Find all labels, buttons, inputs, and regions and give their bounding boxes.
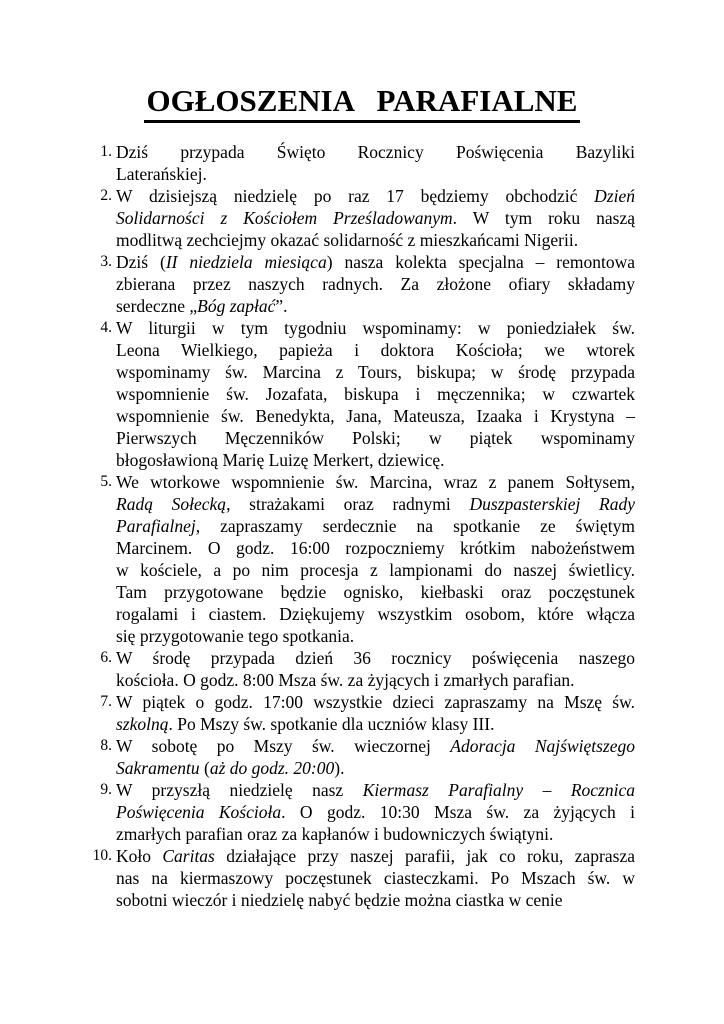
item-body bbox=[116, 691, 635, 735]
document-title: OGŁOSZENIA PARAFIALNE bbox=[144, 84, 581, 123]
announcement-item bbox=[89, 691, 635, 735]
item-number: 6. bbox=[100, 648, 112, 666]
text-line bbox=[116, 405, 635, 427]
text-line bbox=[116, 647, 635, 669]
text-line bbox=[116, 251, 635, 273]
item-number: 9. bbox=[100, 780, 112, 798]
text-line bbox=[116, 295, 635, 317]
item-number: 4. bbox=[100, 318, 112, 336]
text-segment: ( bbox=[199, 757, 210, 778]
text-line bbox=[116, 273, 635, 295]
text-segment: Kiermasz Parafialny – Rocznica bbox=[362, 779, 635, 800]
item-number: 7. bbox=[100, 692, 112, 710]
text-segment: Radą Sołecką bbox=[116, 493, 227, 514]
text-segment: Dziś przypada Święto Rocznicy Poświęcenia Bazyliki bbox=[116, 141, 635, 162]
text-line bbox=[116, 449, 635, 471]
text-segment: Duszpasterskiej Rady bbox=[469, 493, 635, 514]
item-number: 8. bbox=[100, 736, 112, 754]
text-line bbox=[116, 163, 635, 185]
text-segment: Adoracja Najświętszego bbox=[450, 735, 635, 756]
item-body bbox=[116, 251, 635, 317]
text-segment: wspominamy św. Marcina z Tours, biskupa; w środę przypada bbox=[116, 361, 635, 382]
text-segment: , zapraszamy serdecznie na spotkanie ze świętym bbox=[195, 515, 635, 536]
text-line bbox=[116, 427, 635, 449]
text-line bbox=[116, 779, 635, 801]
item-number: 5. bbox=[100, 472, 112, 490]
text-line bbox=[116, 317, 635, 339]
text-segment: W liturgii w tym tygodniu wspominamy: w poniedziałek św. bbox=[116, 317, 635, 338]
text-line bbox=[116, 867, 635, 889]
announcement-item bbox=[89, 471, 635, 647]
text-segment: Laterańskiej. bbox=[116, 163, 207, 184]
text-segment: W środę przypada dzień 36 rocznicy poświęcenia naszego bbox=[116, 647, 635, 668]
text-segment: w kościele, a po nim procesja z lampionami do naszej świetlicy. bbox=[116, 559, 635, 580]
item-body bbox=[116, 141, 635, 185]
text-line bbox=[116, 471, 635, 493]
item-body bbox=[116, 735, 635, 779]
text-segment: ”. bbox=[275, 295, 288, 316]
announcement-item bbox=[89, 185, 635, 251]
text-segment: aż do godz. 20:00 bbox=[209, 757, 335, 778]
text-segment: ). bbox=[334, 757, 345, 778]
text-line bbox=[116, 801, 635, 823]
text-segment: , strażakami oraz radnymi bbox=[226, 493, 470, 514]
text-segment: błogosławioną Marię Luizę Merkert, dziewicę. bbox=[116, 449, 445, 470]
text-line bbox=[116, 713, 635, 735]
text-line bbox=[116, 229, 635, 251]
text-line bbox=[116, 559, 635, 581]
text-segment: We wtorkowe wspomnienie św. Marcina, wraz z panem Sołtysem, bbox=[116, 471, 635, 492]
text-segment: . O godz. 10:30 Msza św. za żyjących i bbox=[281, 801, 635, 822]
text-segment: Dzień bbox=[594, 185, 635, 206]
text-segment: Leona Wielkiego, papieża i doktora Kościoła; we wtorek bbox=[116, 339, 635, 360]
text-segment: Parafialnej bbox=[116, 515, 196, 536]
announcement-item bbox=[89, 735, 635, 779]
text-segment: się przygotowanie tego spotkania. bbox=[116, 625, 355, 646]
text-line bbox=[116, 383, 635, 405]
text-line bbox=[116, 141, 635, 163]
text-segment: szkolną bbox=[116, 713, 169, 734]
announcement-item bbox=[89, 141, 635, 185]
text-segment: II niedziela miesiąca bbox=[165, 251, 327, 272]
text-segment: modlitwą zechciejmy okazać solidarność z mieszkańcami Nigerii. bbox=[116, 229, 579, 250]
text-segment: W piątek o godz. 17:00 wszystkie dzieci zapraszamy na Mszę św. bbox=[116, 691, 635, 712]
text-segment: kościoła. O godz. 8:00 Msza św. za żyjących i zmarłych parafian. bbox=[116, 669, 575, 690]
text-segment: . W tym roku naszą bbox=[452, 207, 635, 228]
text-segment: Marcinem. O godz. 16:00 rozpoczniemy krótkim nabożeństwem bbox=[116, 537, 635, 558]
text-line bbox=[116, 207, 635, 229]
announcements-list bbox=[89, 141, 635, 911]
text-segment: Solidarności z Kościołem Prześladowanym bbox=[116, 207, 453, 228]
text-segment: wspomnienie św. Jozafata, biskupa i męczennika; w czwartek bbox=[116, 383, 635, 404]
text-line bbox=[116, 669, 635, 691]
text-segment: rogalami i ciastem. Dziękujemy wszystkim osobom, które włącza bbox=[116, 603, 635, 624]
text-line bbox=[116, 889, 635, 911]
text-line bbox=[116, 185, 635, 207]
text-line bbox=[116, 625, 635, 647]
item-number: 10. bbox=[92, 846, 112, 864]
item-number: 1. bbox=[100, 142, 112, 160]
item-body bbox=[116, 779, 635, 845]
text-line bbox=[116, 691, 635, 713]
text-line bbox=[116, 515, 635, 537]
text-segment: zbierana przez naszych radnych. Za złożone ofiary składamy bbox=[116, 273, 635, 294]
text-segment: Dziś ( bbox=[116, 251, 166, 272]
text-segment: Tam przygotowane będzie ognisko, kiełbaski oraz poczęstunek bbox=[116, 581, 635, 602]
text-segment: Bóg zapłać bbox=[197, 295, 276, 316]
text-segment: serdeczne „ bbox=[116, 295, 198, 316]
text-line bbox=[116, 757, 635, 779]
text-segment: Pierwszych Męczenników Polski; w piątek wspominamy bbox=[116, 427, 635, 448]
text-line bbox=[116, 845, 635, 867]
text-segment: W przyszłą niedzielę nasz bbox=[116, 779, 363, 800]
text-line bbox=[116, 735, 635, 757]
announcement-item bbox=[89, 251, 635, 317]
announcement-item bbox=[89, 845, 635, 911]
text-line bbox=[116, 603, 635, 625]
item-number: 2. bbox=[100, 186, 112, 204]
text-segment: wspomnienie św. Benedykta, Jana, Mateusza, Izaaka i Krystyna – bbox=[116, 405, 635, 426]
text-line bbox=[116, 823, 635, 845]
text-line bbox=[116, 361, 635, 383]
item-number: 3. bbox=[100, 252, 112, 270]
text-segment: Poświęcenia Kościoła bbox=[116, 801, 282, 822]
text-segment: ) nasza kolekta specjalna – remontowa bbox=[326, 251, 636, 272]
announcement-item bbox=[89, 779, 635, 845]
text-segment: W dzisiejszą niedzielę po raz 17 będziemy obchodzić bbox=[116, 185, 595, 206]
text-segment: działające przy naszej parafii, jak co roku, zaprasza bbox=[214, 845, 635, 866]
title-area bbox=[0, 0, 724, 123]
announcement-item bbox=[89, 317, 635, 471]
item-body bbox=[116, 845, 635, 911]
text-line bbox=[116, 537, 635, 559]
item-body bbox=[116, 471, 635, 647]
text-segment: Koło bbox=[116, 845, 163, 866]
text-line bbox=[116, 581, 635, 603]
item-body bbox=[116, 317, 635, 471]
text-segment: zmarłych parafian oraz za kapłanów i budowniczych świątyni. bbox=[116, 823, 554, 844]
text-segment: Sakramentu bbox=[116, 757, 200, 778]
text-segment: W sobotę po Mszy św. wieczornej bbox=[116, 735, 451, 756]
item-body bbox=[116, 185, 635, 251]
text-line bbox=[116, 339, 635, 361]
text-segment: . Po Mszy św. spotkanie dla uczniów klasy III. bbox=[168, 713, 495, 734]
text-line bbox=[116, 493, 635, 515]
text-segment: nas na kiermaszowy poczęstunek ciasteczkami. Po Mszach św. w bbox=[116, 867, 635, 888]
text-segment: Caritas bbox=[162, 845, 215, 866]
text-segment: sobotni wieczór i niedzielę nabyć będzie można ciastka w cenie bbox=[116, 889, 563, 910]
announcement-item bbox=[89, 647, 635, 691]
item-body bbox=[116, 647, 635, 691]
